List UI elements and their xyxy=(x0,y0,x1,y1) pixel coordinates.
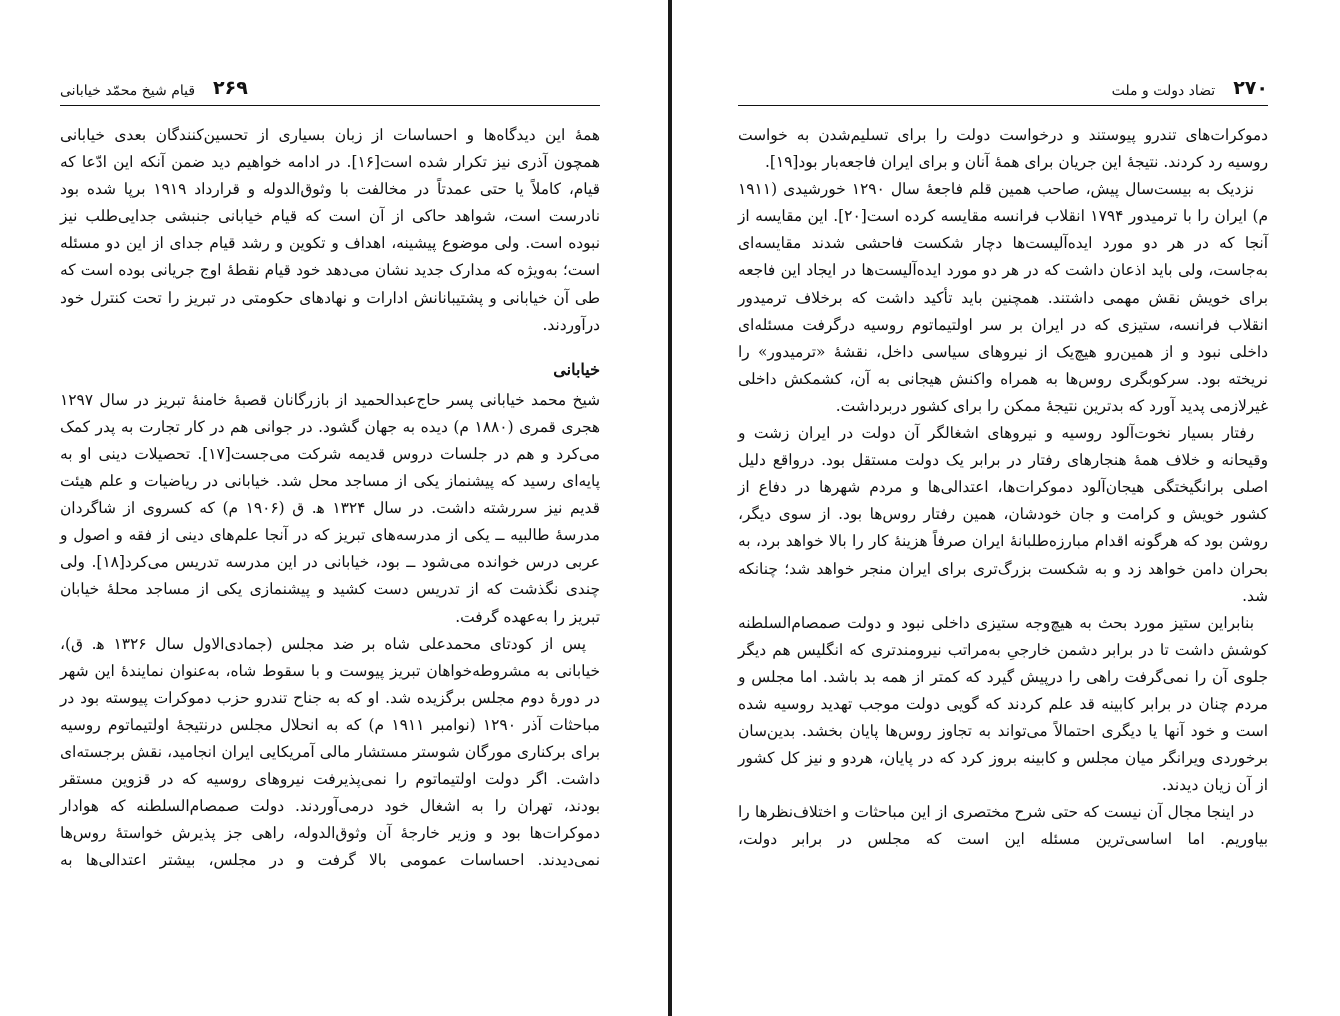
paragraph: در اینجا مجال آن نیست که حتی شرح مختصری از این مباحثات و اختلاف‌نظرها را بیاوریم. اما اساسی‌ترین مسئله این است که مجلس در برابر دولت، xyxy=(738,803,1268,849)
left-page-header xyxy=(60,70,600,106)
running-title: تضاد دولت و ملت xyxy=(1111,83,1216,99)
paragraph: نزدیک به بیست‌سال پیش، صاحب همین قلم فاجعهٔ سال ۱۲۹۰ خورشیدی (۱۹۱۱ م) ایران را با ترمیدور ۱۷۹۴ انقلاب فرانسه مقایسه کرده است[۲۰]. این مقایسه از آنجا که در هر دو مورد ایده‌آلیست‌ها دچار شکست فاحشی شدند مقایسه‌ای به‌جاست، ولی باید اذعان داشت که در هر دو مورد ایده‌آلیست‌ها در ایجاد این فاجعه برای خویش نقش مهمی داشتند. همچنین باید تأکید داشت که برخلاف ترمیدور انقلاب فرانسه، ستیزی که در ایران بر سر اولتیماتوم روسیه درگرفت مسئله‌ای داخلی نبود و از همین‌رو هیچ‌یک از نیروهای سیاسی داخل، نقشهٔ «ترمیدور» را نریخته بود. سرکوبگری روس‌ها به همراه واکنش هیجانی به آن، کشمکش داخلی غیرلازمی پدید آورد که بدترین نتیجهٔ ممکن را برای کشور دربرداشت. xyxy=(738,180,1268,415)
right-page-header xyxy=(738,70,1268,106)
paragraph: دموکرات‌های تندرو پیوستند و درخواست دولت را برای تسلیم‌شدن به خواست روسیه رد کردند. نتیجهٔ این جریان برای همهٔ آنان و برای ایران فاجعه‌بار بود[۱۹]. xyxy=(738,126,1268,172)
paragraph: بنابراین ستیز مورد بحث به هیچ‌وجه ستیزی داخلی نبود و دولت صمصام‌السلطنه کوشش داشت تا در برابر دشمن خارجیِ به‌مراتب نیرومندتری که انگلیس هم دیگر جلوی آن را نمی‌گرفت راهی را درپیش گیرد که کمتر از همه بد باشد. اما مجلس و مردم چنان در برابر کابینه قد علم کردند که گویی دولت موجب تهدید روسیه شده است و خود آنها یا دیگری احتمالاً می‌تواند به تجاوز روس‌ها پایان بخشد. بدین‌سان برخوردی ویرانگر میان مجلس و کابینه بروز کرد که در پایان، هردو و نیز کل کشور از آن زیان دیدند. xyxy=(738,613,1268,795)
page-number: ۲۷۰ xyxy=(1233,77,1268,99)
paragraph: همهٔ این دیدگاه‌ها و احساسات از زبان بسیاری از تحسین‌کنندگان بعدی خیابانی همچون آذری نیز تکرار شده است[۱۶]. در ادامه خواهیم دید ضمن آنکه این ادّعا که قیام، کاملاً یا حتی عمدتاً در مخالفت با وثوق‌الدوله و قرارداد ۱۹۱۹ برپا شده بود نادرست است، شواهد حاکی از آن است که قیام خیابانی جنبشی جدایی‌طلب نیز نبوده است. ولی موضوع پیشینه، اهداف و تکوین و رشد قیام جدای از این دو مسئله است؛ به‌ویژه که مدارک جدید نشان می‌دهد خود قیام نقطهٔ اوج جریانی بوده است که طی آن خیابانی و پشتیبانانش ادارات و نهادهای حکومتی در تبریز را تحت کنترل خود درآوردند. xyxy=(60,126,601,334)
right-page-body xyxy=(738,122,1268,854)
left-page-body xyxy=(60,122,600,874)
book-gutter xyxy=(668,0,672,1016)
section-heading: خیابانی xyxy=(553,359,600,379)
page-number: ۲۶۹ xyxy=(213,77,248,99)
paragraph: پس از کودتای محمدعلی شاه بر ضد مجلس (جمادی‌الاول سال ۱۳۲۶ ه‍. ق)، خیابانی به مشروطه‌خواهان تبریز پیوست و با سقوط شاه، به‌عنوان نمایندهٔ این شهر در دورهٔ دوم مجلس برگزیده شد. او که به جناح تندرو حزب دموکرات پیوسته بود در مباحثات آذر ۱۲۹۰ (نوامبر ۱۹۱۱ م) که به انحلال مجلس درنتیجهٔ اولتیماتوم روسیه برای برکناری مورگان شوستر مستشار مالی آمریکایی ایران انجامید، نقش برجسته‌ای داشت. اگر دولت اولتیماتوم را نمی‌پذیرفت نیروهای روسیه که در قزوین مستقر بودند، تهران را به اشغال خود درمی‌آوردند. دولت صمصام‌السلطنه که هوادار دموکرات‌ها بود و وزیر خارجهٔ آن وثوق‌الدوله، راهی جز پذیرش خواستهٔ روس‌ها نمی‌دیدند. احساسات عمومی بالا گرفت و در مجلس، بیشتر اعتدالی‌ها به xyxy=(60,634,600,870)
left-page xyxy=(60,0,600,1016)
right-page xyxy=(738,0,1268,1016)
paragraph: شیخ محمد خیابانی پسر حاج‌عبدالحمید از بازرگانان قصبهٔ خامنهٔ تبریز در سال ۱۲۹۷ هجری قمری (۱۸۸۰ م) دیده به جهان گشود. در جوانی هم در کار تجارت به پدر کمک می‌کرد و هم در جلسات دروس قدیمه شرکت می‌جست[۱۷]. تحصیلات دینی او به پایه‌ای رسید که پیشنماز یکی از مساجد محل شد. خیابانی در ریاضیات و علم هیئت قدیم نیز سررشته داشت. در سال ۱۳۲۴ ه‍. ق (۱۹۰۶ م) که کسروی از شاگردان مدرسهٔ طالبیه ــ یکی از مدرسه‌های تبریز که در آنجا علم‌های دینی از فقه و اصول و عربی درس خوانده می‌شود ــ بود، خیابانی در این مدرسه تدریس می‌کرد[۱۸]. ولی چندی نگذشت که از تدریس دست کشید و پیشنمازی یکی از مساجد محلهٔ خیابان تبریز را به‌عهده گرفت. xyxy=(60,390,601,626)
running-title: قیام شیخ محمّد خیابانی xyxy=(60,83,196,99)
paragraph: رفتار بسیار نخوت‌آلود روسیه و نیروهای اشغالگر آن دولت در ایران زشت و وقیحانه و خلاف همهٔ هنجارهای رفتار در برابر یک دولت مستقل بود. درواقع دلیل اصلی برانگیختگی هیجان‌آلود دموکرات‌ها، اعتدالی‌ها و مردم شهرها در دفاع از کشور خویش و کرامت و جان خودشان، همین رفتار روس‌ها بود. از سوی دیگر، روشن بود که هرگونه اقدام مبارزه‌طلبانهٔ ایران صرفاً هزینهٔ کار را بالا خواهد برد، به بحران دامن خواهد زد و به شکست بزرگ‌تری برای ایران منجر خواهد شد؛ چنانکه شد. xyxy=(738,424,1268,605)
